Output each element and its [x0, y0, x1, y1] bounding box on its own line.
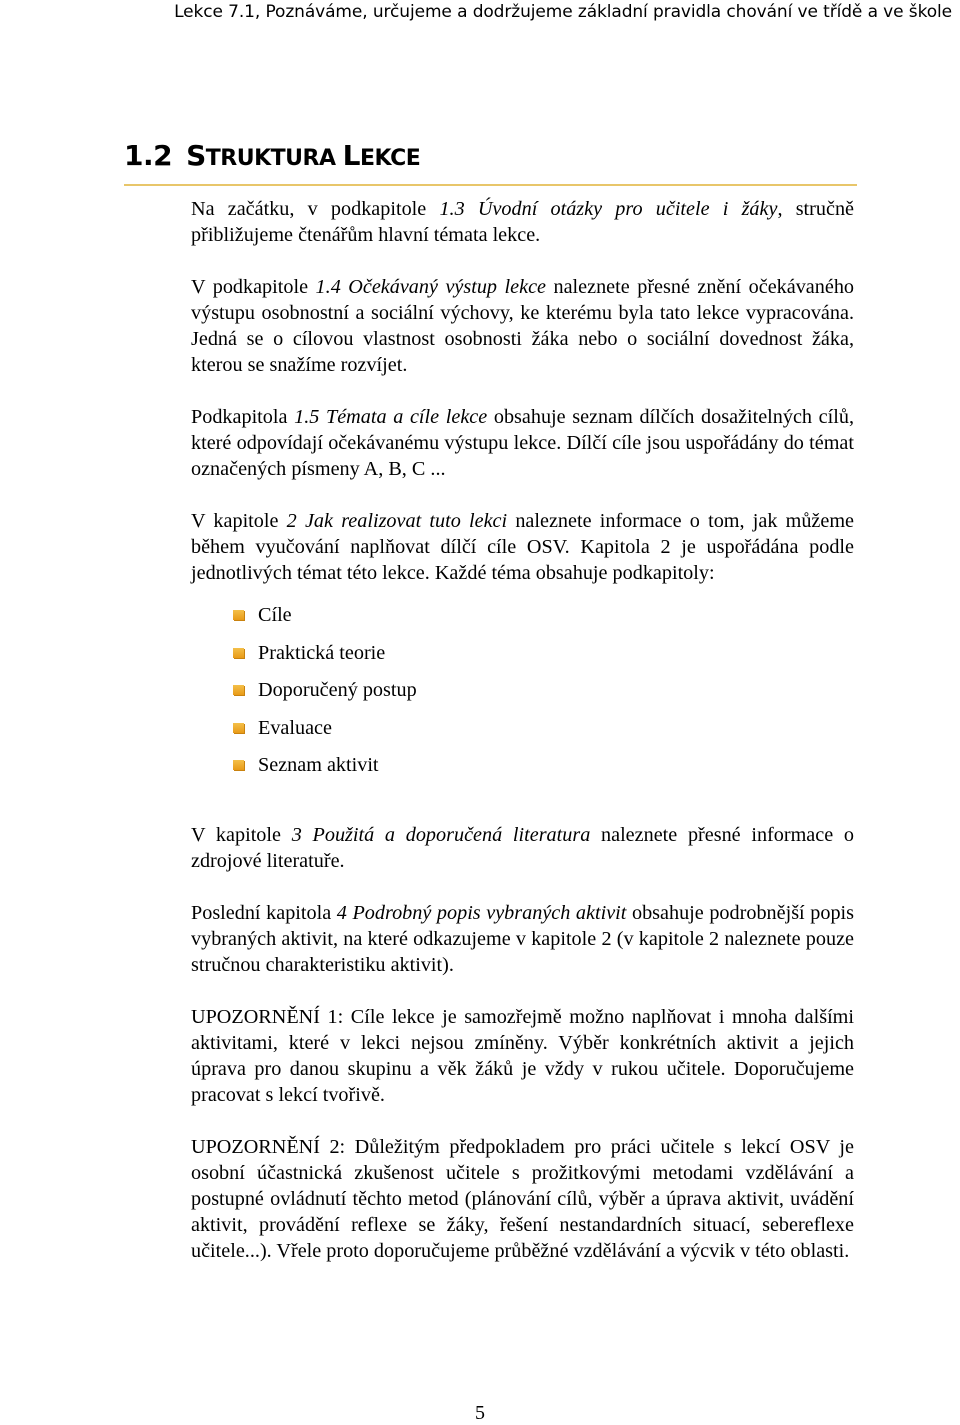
- list-item-label: Praktická teorie: [258, 641, 386, 664]
- text: naleznete informace o tom, jak můžeme během vyučování naplňovat dílčí cíle OSV. Kapitola 2 je uspořádána podle jednotlivých témat této lekce. Každé téma obsahuje podkapitoly:: [191, 510, 855, 584]
- chapter-reference: 1.3 Úvodní otázky pro učitele i žáky: [439, 198, 778, 220]
- paragraph-literature: [191, 822, 854, 874]
- list-item: [191, 752, 854, 790]
- paragraph-topics-goals: [191, 404, 854, 482]
- text: obsahuje seznam dílčích dosažitelných cílů, které odpovídají očekávanému výstupu lekce. Dílčí cíle jsou uspořádány do témat označených písmeny A, B, C ...: [191, 406, 854, 480]
- text: obsahuje podrobnější popis vybraných aktivit, na které odkazujeme v kapitole 2 (v kapitole 2 naleznete pouze stručnou charakteristiku aktivit).: [191, 901, 855, 976]
- chapter-reference: 4 Podrobný popis vybraných aktivit: [336, 901, 627, 924]
- paragraph-activities: [191, 900, 854, 978]
- notice-2: UPOZORNĚNÍ 2: Důležitým předpokladem pro práci učitele s lekcí OSV je osobní účastnická zkušenost učitele s prožitkovými metodami vzdělávání a postupné ovládnutí těchto metod (plánování cílů, výběr a úprava aktivit, uvádění aktivit, provádění reflexe se žáky, řešení nestandardních situací, sebereflexe učitele...). Vřele proto doporučujeme průběžné vzdělávání a výcvik v této oblasti.: [191, 1135, 854, 1262]
- running-header: Lekce 7.1, Poznáváme, určujeme a dodržujeme základní pravidla chování ve třídě a ve škole: [174, 2, 952, 22]
- text: Podkapitola: [191, 406, 295, 428]
- bullet-square-icon: [233, 610, 244, 620]
- list-item-label: Cíle: [258, 604, 292, 626]
- text: Na začátku, v podkapitole: [191, 198, 440, 220]
- subchapter-list: [191, 602, 854, 790]
- chapter-reference: 1.5 Témata a cíle lekce: [294, 406, 488, 428]
- text: V podkapitole: [191, 276, 316, 298]
- section-number: 1.2: [124, 138, 173, 172]
- paragraph-expected-output: [191, 274, 854, 378]
- title-initial-2: L: [342, 138, 360, 172]
- title-rest-2: EKCE: [359, 145, 421, 171]
- list-item: [191, 602, 854, 640]
- list-item: [191, 640, 854, 678]
- text: V kapitole: [191, 823, 292, 846]
- paragraph-intro: [191, 196, 854, 248]
- section-heading: [124, 138, 857, 186]
- list-item: [191, 715, 854, 753]
- title-initial-1: S: [186, 138, 206, 172]
- text: Poslední kapitola: [191, 901, 337, 924]
- paragraph-realization: [191, 508, 854, 586]
- bullet-square-icon: [233, 760, 244, 770]
- list-item-label: Evaluace: [258, 716, 332, 739]
- chapter-reference: 2 Jak realizovat tuto lekci: [286, 510, 508, 532]
- list-item-label: Doporučený postup: [258, 679, 417, 701]
- list-item: [191, 677, 854, 715]
- bullet-square-icon: [233, 685, 244, 695]
- text: naleznete přesné informace o zdrojové literatuře.: [191, 823, 855, 872]
- notice-1: UPOZORNĚNÍ 1: Cíle lekce je samozřejmě možno naplňovat i mnoha dalšími aktivitami, které v lekci nejsou zmíněny. Výběr konkrétních aktivit a jejich úprava pro danou skupinu a věk žáků je vždy v rukou učitele. Doporučujeme pracovat s lekcí tvořivě.: [191, 1005, 854, 1106]
- text: naleznete přesné znění očekávaného výstupu osobnostní a sociální výchovy, ke kterému byla tato lekce vypracována. Jedná se o cílovou vlastnost osobnosti žáka nebo o sociální dovednost žáka, kterou se snažíme rozvíjet.: [191, 276, 855, 376]
- list-item-label: Seznam aktivit: [258, 754, 379, 776]
- body-content: [191, 196, 854, 1264]
- chapter-reference: 3 Použitá a doporučená literatura: [291, 823, 591, 846]
- text: V kapitole: [191, 510, 287, 532]
- chapter-reference: 1.4 Očekávaný výstup lekce: [315, 276, 546, 298]
- title-rest-1: TRUKTURA: [205, 145, 343, 171]
- bullet-square-icon: [233, 723, 244, 733]
- bullet-square-icon: [233, 648, 244, 658]
- page-number: 5: [475, 1402, 485, 1424]
- text: , stručně přibližujeme čtenářům hlavní témata lekce.: [191, 198, 854, 246]
